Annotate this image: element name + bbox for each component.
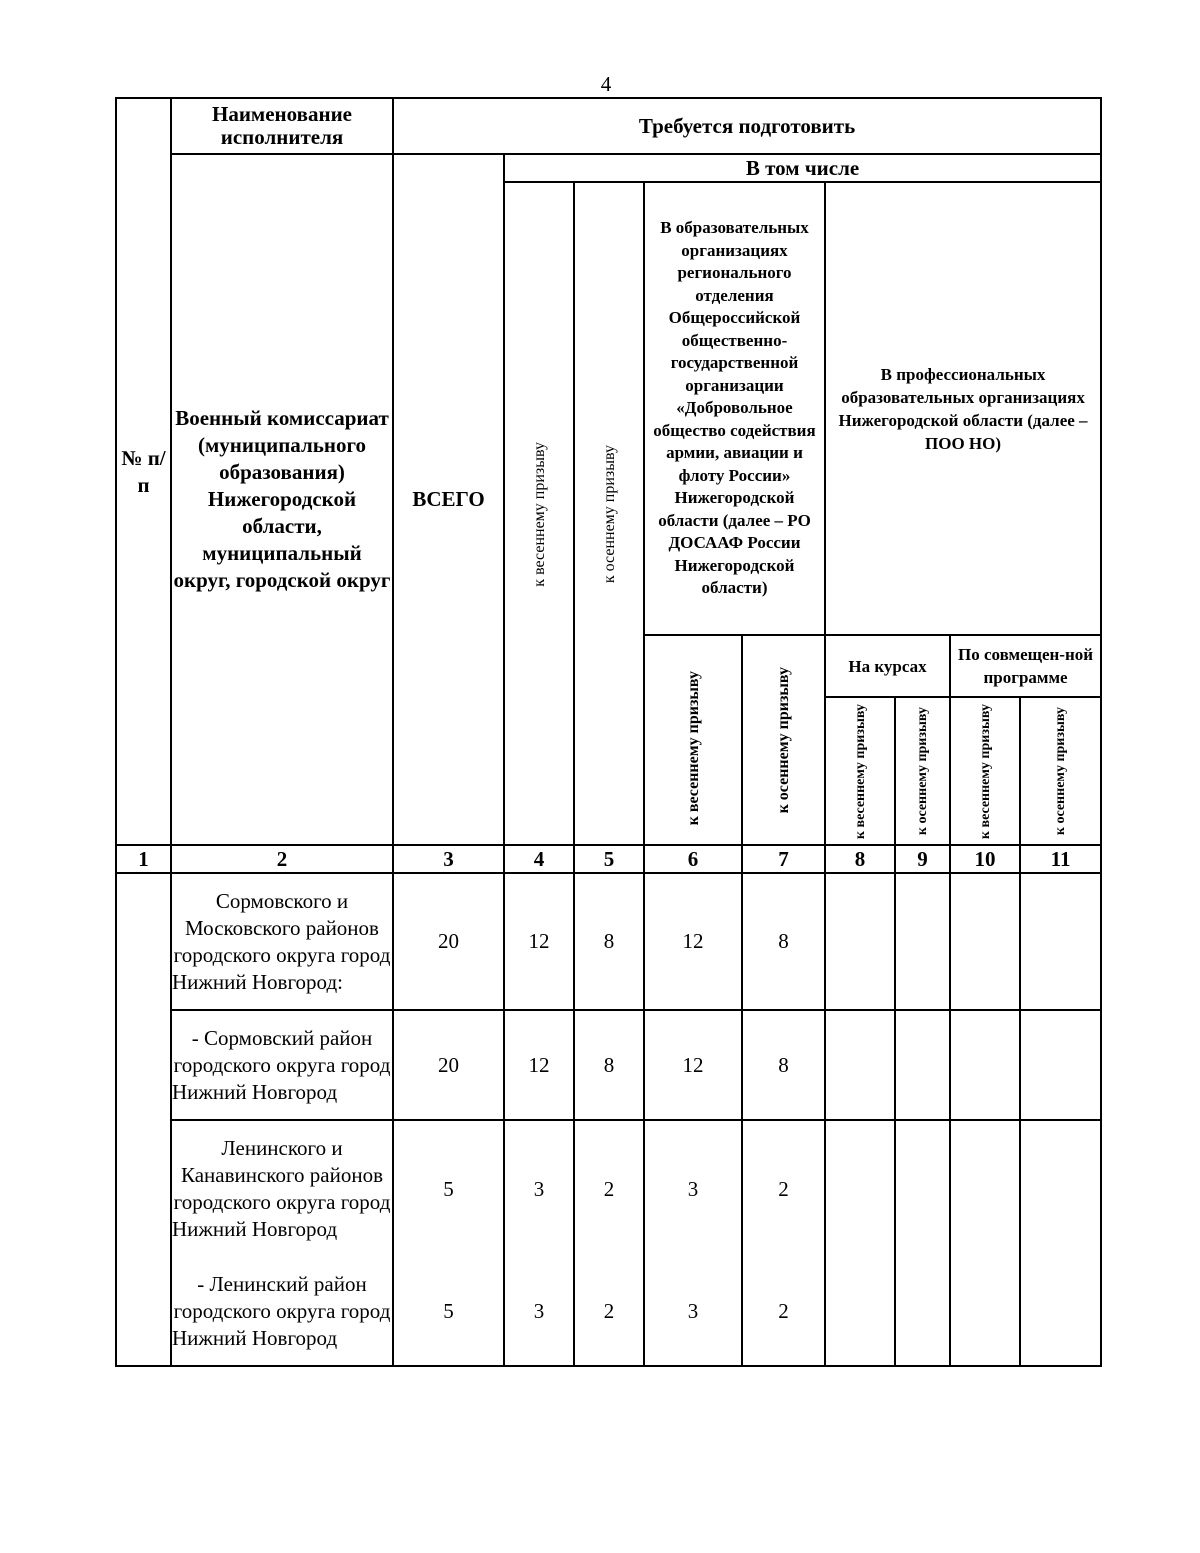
header-executor-name: Наименование исполнителя	[171, 98, 393, 154]
value-combined-autumn	[1020, 873, 1101, 1010]
value-total: 5	[393, 1257, 504, 1366]
value-spring: 3	[504, 1257, 574, 1366]
header-courses: На курсах	[825, 635, 950, 697]
value-spring: 12	[504, 1010, 574, 1120]
row-number-cell	[116, 873, 171, 1366]
value-combined-autumn	[1020, 1257, 1101, 1366]
value-courses-spring	[825, 1010, 895, 1120]
column-number: 11	[1020, 845, 1101, 873]
value-autumn: 2	[574, 1257, 644, 1366]
table-row	[116, 1120, 1101, 1257]
column-numbers-row	[116, 845, 1101, 873]
value-dosaaf-autumn: 2	[742, 1120, 825, 1257]
value-spring: 3	[504, 1120, 574, 1257]
value-dosaaf-spring: 12	[644, 1010, 742, 1120]
header-dosaaf-spring: к весеннему призыву	[644, 635, 742, 845]
value-combined-autumn	[1020, 1120, 1101, 1257]
district-name: - Сормовский район городского округа город Нижний Новгород	[171, 1010, 393, 1120]
value-spring: 12	[504, 873, 574, 1010]
value-autumn: 2	[574, 1120, 644, 1257]
header-combined-program: По совмещен-ной программе	[950, 635, 1101, 697]
district-name: - Ленинский район городского округа город Нижний Новгород	[171, 1257, 393, 1366]
header-dosaaf-organizations: В образовательных организациях регионального отделения Общероссийской общественно-государственной организации «Добровольное общество содействия армии, авиации и флоту России» Нижегородской области (далее – РО ДОСААФ России Нижегородской области)	[644, 182, 825, 635]
header-courses-spring: к весеннему призыву	[825, 697, 895, 845]
district-name: Ленинского и Канавинского районов городского округа город Нижний Новгород	[171, 1120, 393, 1257]
value-courses-spring	[825, 873, 895, 1010]
header-combined-spring: к весеннему призыву	[950, 697, 1020, 845]
table-row	[116, 873, 1101, 1010]
column-number: 5	[574, 845, 644, 873]
value-autumn: 8	[574, 1010, 644, 1120]
column-number: 1	[116, 845, 171, 873]
table-row	[116, 1010, 1101, 1120]
value-courses-autumn	[895, 1120, 950, 1257]
value-combined-spring	[950, 1010, 1020, 1120]
value-total: 20	[393, 1010, 504, 1120]
header-courses-autumn: к осеннему призыву	[895, 697, 950, 845]
column-number: 8	[825, 845, 895, 873]
value-courses-autumn	[895, 1257, 950, 1366]
value-courses-autumn	[895, 873, 950, 1010]
value-total: 20	[393, 873, 504, 1010]
value-combined-autumn	[1020, 1010, 1101, 1120]
value-total: 5	[393, 1120, 504, 1257]
page-number: 4	[600, 72, 612, 96]
column-number: 6	[644, 845, 742, 873]
value-dosaaf-autumn: 2	[742, 1257, 825, 1366]
value-courses-spring	[825, 1257, 895, 1366]
value-combined-spring	[950, 1120, 1020, 1257]
value-dosaaf-spring: 3	[644, 1120, 742, 1257]
header-dosaaf-autumn: к осеннему призыву	[742, 635, 825, 845]
header-spring-conscription: к весеннему призыву	[504, 182, 574, 845]
column-number: 10	[950, 845, 1020, 873]
table-row	[116, 1257, 1101, 1366]
column-number: 3	[393, 845, 504, 873]
value-courses-spring	[825, 1120, 895, 1257]
column-number: 4	[504, 845, 574, 873]
training-plan-table	[115, 97, 1102, 1367]
header-row-number: № п/п	[116, 98, 171, 845]
header-military-commissariat: Военный комиссариат (муниципального образования) Нижегородской области, муниципальный округ, городской округ	[171, 154, 393, 845]
value-combined-spring	[950, 873, 1020, 1010]
value-combined-spring	[950, 1257, 1020, 1366]
column-number: 2	[171, 845, 393, 873]
header-required-to-prepare: Требуется подготовить	[393, 98, 1101, 154]
header-combined-autumn: к осеннему призыву	[1020, 697, 1101, 845]
header-professional-organizations: В профессиональных образовательных организациях Нижегородской области (далее – ПОО НО)	[825, 182, 1101, 635]
value-dosaaf-autumn: 8	[742, 873, 825, 1010]
header-autumn-conscription: к осеннему призыву	[574, 182, 644, 845]
value-dosaaf-spring: 12	[644, 873, 742, 1010]
district-name: Сормовского и Московского районов городского округа город Нижний Новгород:	[171, 873, 393, 1010]
value-courses-autumn	[895, 1010, 950, 1120]
value-autumn: 8	[574, 873, 644, 1010]
value-dosaaf-autumn: 8	[742, 1010, 825, 1120]
header-including: В том числе	[504, 154, 1101, 182]
column-number: 7	[742, 845, 825, 873]
column-number: 9	[895, 845, 950, 873]
value-dosaaf-spring: 3	[644, 1257, 742, 1366]
header-total: ВСЕГО	[393, 154, 504, 845]
